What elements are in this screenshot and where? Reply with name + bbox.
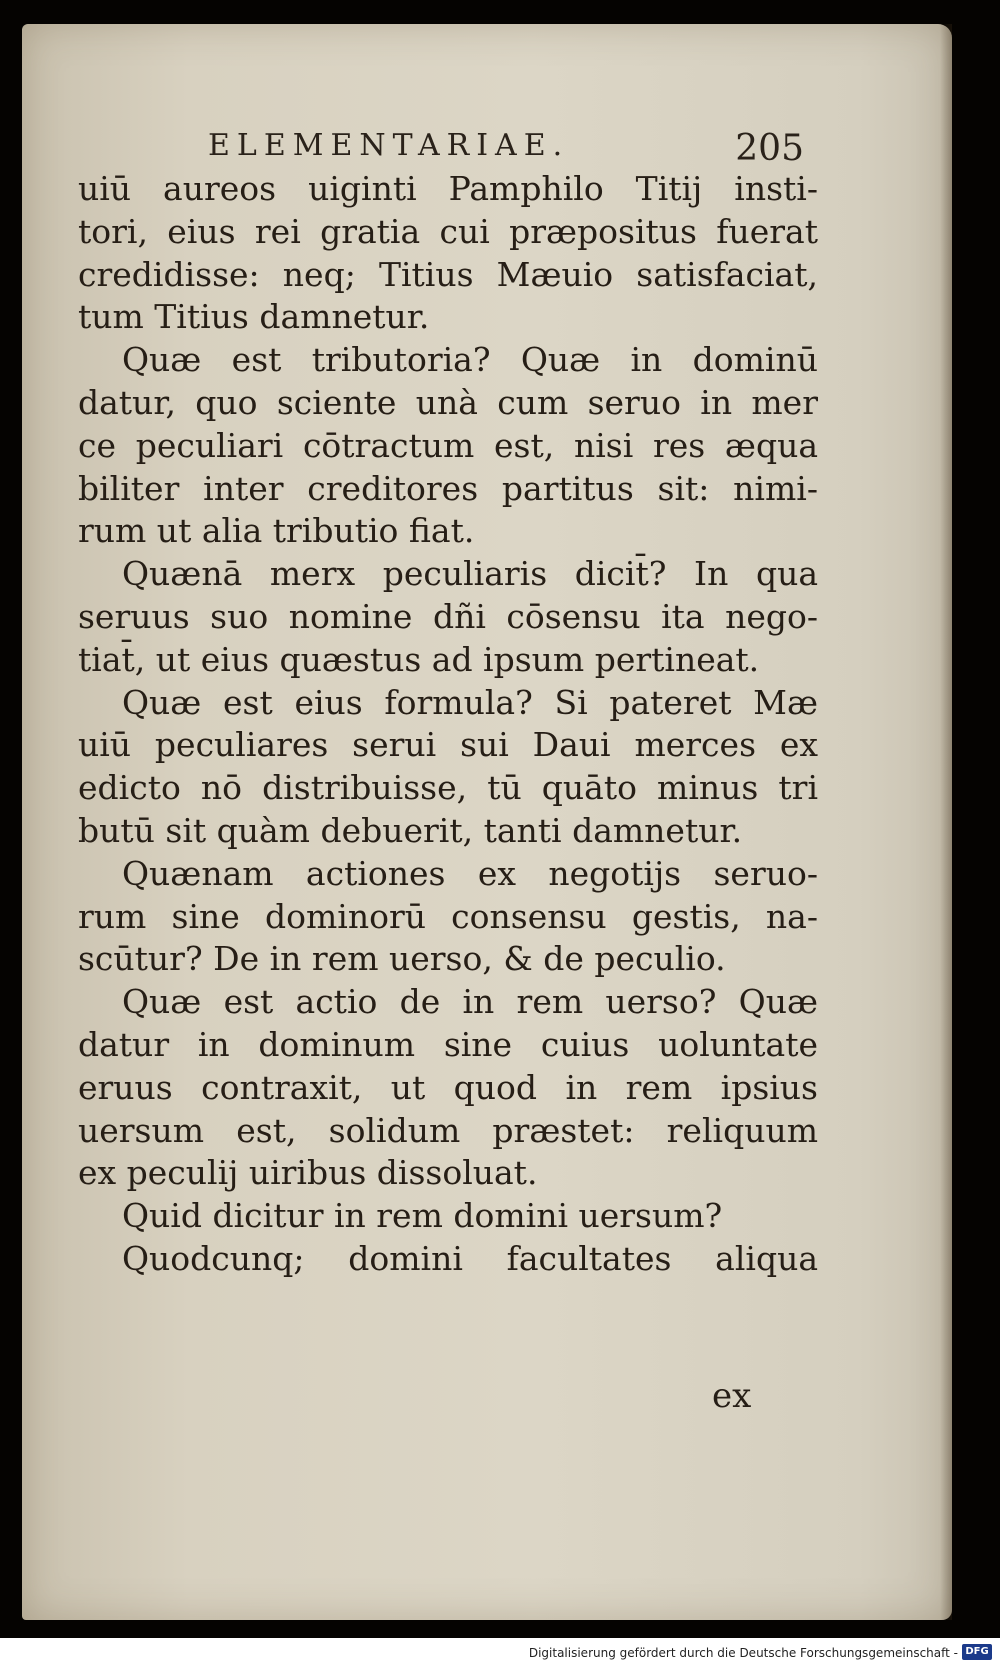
body-text: [78, 168, 818, 1281]
text-line: rum sine dominorū consensu gestis, na-: [78, 896, 818, 936]
page-number: 205: [735, 128, 804, 169]
footer-bar: [0, 1638, 1000, 1664]
text-line: ex peculij uiribus dissoluat.: [78, 1153, 538, 1193]
text-line: Quænam actiones ex negotijs seruo-: [122, 853, 818, 893]
text-line: credidisse: neq; Titius Mæuio satisfaciat,: [78, 254, 818, 294]
text-line: ce peculiari cōtractum est, nisi res æqua: [78, 425, 818, 465]
text-line: tiat̄, ut eius quæstus ad ipsum pertineat.: [78, 639, 760, 679]
text-line: datur in dominum sine cuius uoluntate: [78, 1024, 818, 1064]
text-line: edicto nō distribuisse, tū quāto minus tri: [78, 768, 818, 808]
text-line: tori, eius rei gratia cui præpositus fuerat: [78, 211, 818, 251]
text-line: datur, quo sciente unà cum seruo in mer: [78, 382, 818, 422]
text-line: seruus suo nomine dñi cōsensu ita nego-: [78, 596, 818, 636]
text-line: biliter inter creditores partitus sit: nimi-: [78, 468, 818, 508]
text-line: uersum est, solidum præstet: reliquum: [78, 1110, 818, 1150]
text-line: Quæ est tributoria? Quæ in dominū: [122, 340, 818, 380]
catchword: ex: [712, 1376, 752, 1416]
text-line: butū sit quàm debuerit, tanti damnetur.: [78, 810, 743, 850]
text-line: Quæ est actio de in rem uerso? Quæ: [122, 982, 818, 1022]
text-line: Quæ est eius formula? Si pateret Mæ: [122, 682, 818, 722]
text-line: Quodcunq; domini facultates aliqua: [122, 1238, 818, 1278]
text-line: eruus contraxit, ut quod in rem ipsius: [78, 1067, 818, 1107]
page-edge-shadow: [940, 24, 952, 1620]
text-line: Quænā merx peculiaris dicit̄? In qua: [122, 554, 818, 594]
digitization-credit: Digitalisierung gefördert durch die Deutsche Forschungsgemeinschaft -: [528, 1646, 958, 1660]
text-line: rum ut alia tributio fiat.: [78, 511, 475, 551]
text-line: tum Titius damnetur.: [78, 297, 430, 337]
text-line: uiū aureos uiginti Pamphilo Titij insti-: [78, 169, 818, 208]
running-head: ELEMENTARIAE.: [208, 128, 570, 163]
text-line: uiū peculiares serui sui Daui merces ex: [78, 725, 818, 765]
page-header: [208, 108, 808, 168]
text-line: scūtur? De in rem uerso, & de peculio.: [78, 939, 726, 979]
dfg-logo-icon: DFG: [962, 1644, 992, 1660]
text-line: Quid dicitur in rem domini uersum?: [122, 1196, 723, 1236]
